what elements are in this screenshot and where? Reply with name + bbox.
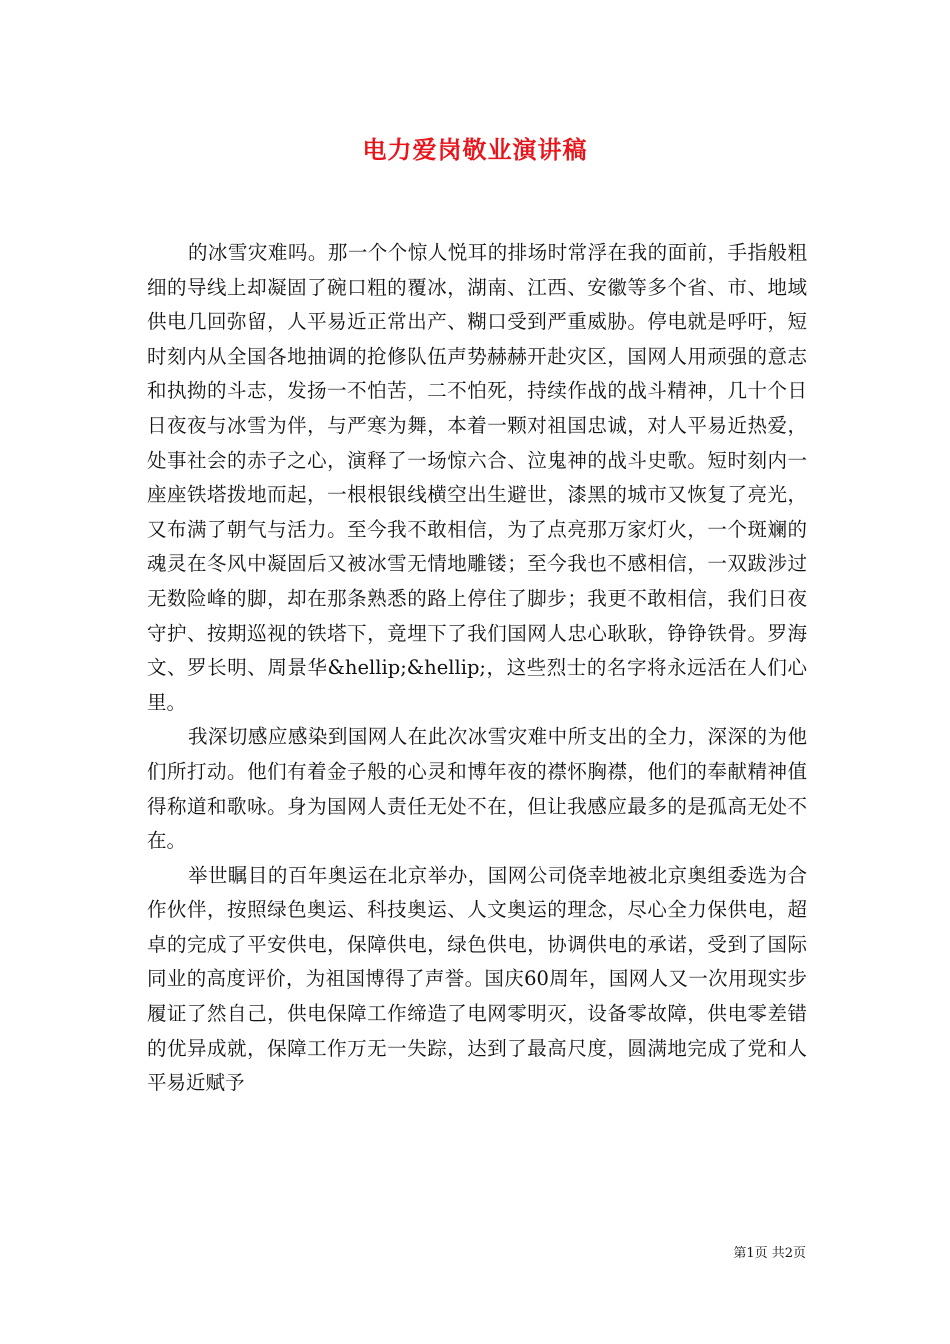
paragraph-3: 举世瞩目的百年奥运在北京举办，国网公司侥幸地被北京奥组委选为合作伙伴，按照绿色奥运、科技奥运、人文奥运的理念，尽心全力保供电，超卓的完成了平安供电，保障供电，绿色供电，协调供电的承诺，受到了国际同业的高度评价，为祖国博得了声誉。国庆60周年，国网人又一次用现实步履证了然自己，供电保障工作缔造了电网零明灭，设备零故障，供电零差错的优异成就，保障工作万无一失踪，达到了最高尺度，圆满地完成了党和人平易近赋予 [147,863,807,1095]
document-body [147,236,807,1101]
page-number-footer: 第1页 共2页 [733,1246,806,1261]
paragraph-2: 我深切感应感染到国网人在此次冰雪灾难中所支出的全力，深深的为他们所打动。他们有着金子般的心灵和博年夜的襟怀胸襟，他们的奉献精神值得称道和歌咏。身为国网人责任无处不在，但让我感应最多的是孤高无处不在。 [147,725,807,853]
document-title: 电力爱岗敬业演讲稿 [362,135,588,164]
paragraph-1: 的冰雪灾难吗。那一个个惊人悦耳的排场时常浮在我的面前，手指般粗细的导线上却凝固了碗口粗的覆冰，湖南、江西、安徽等多个省、市、地域供电几回弥留，人平易近正常出产、糊口受到严重威胁。停电就是呼吁，短时刻内从全国各地抽调的抢修队伍声势赫赫开赴灾区，国网人用顽强的意志和执拗的斗志，发扬一不怕苦，二不怕死，持续作战的战斗精神，几十个日日夜夜与冰雪为伴，与严寒为舞，本着一颗对祖国忠诚，对人平易近热爱，处事社会的赤子之心，演释了一场惊六合、泣鬼神的战斗史歌。短时刻内一座座铁塔拨地而起，一根根银线横空出生避世，漆黑的城市又恢复了亮光，又布满了朝气与活力。至今我不敢相信，为了点亮那万家灯火，一个斑斓的魂灵在冬风中凝固后又被冰雪无情地雕镂；至今我也不感相信，一双跋涉过无数险峰的脚，却在那条熟悉的路上停住了脚步；我更不敢相信，我们日夜守护、按期巡视的铁塔下，竟埋下了我们国网人忠心耿耿，铮铮铁骨。罗海文、罗长明、周景华&hellip;&hellip;，这些烈士的名字将永远活在人们心里。 [147,241,807,714]
